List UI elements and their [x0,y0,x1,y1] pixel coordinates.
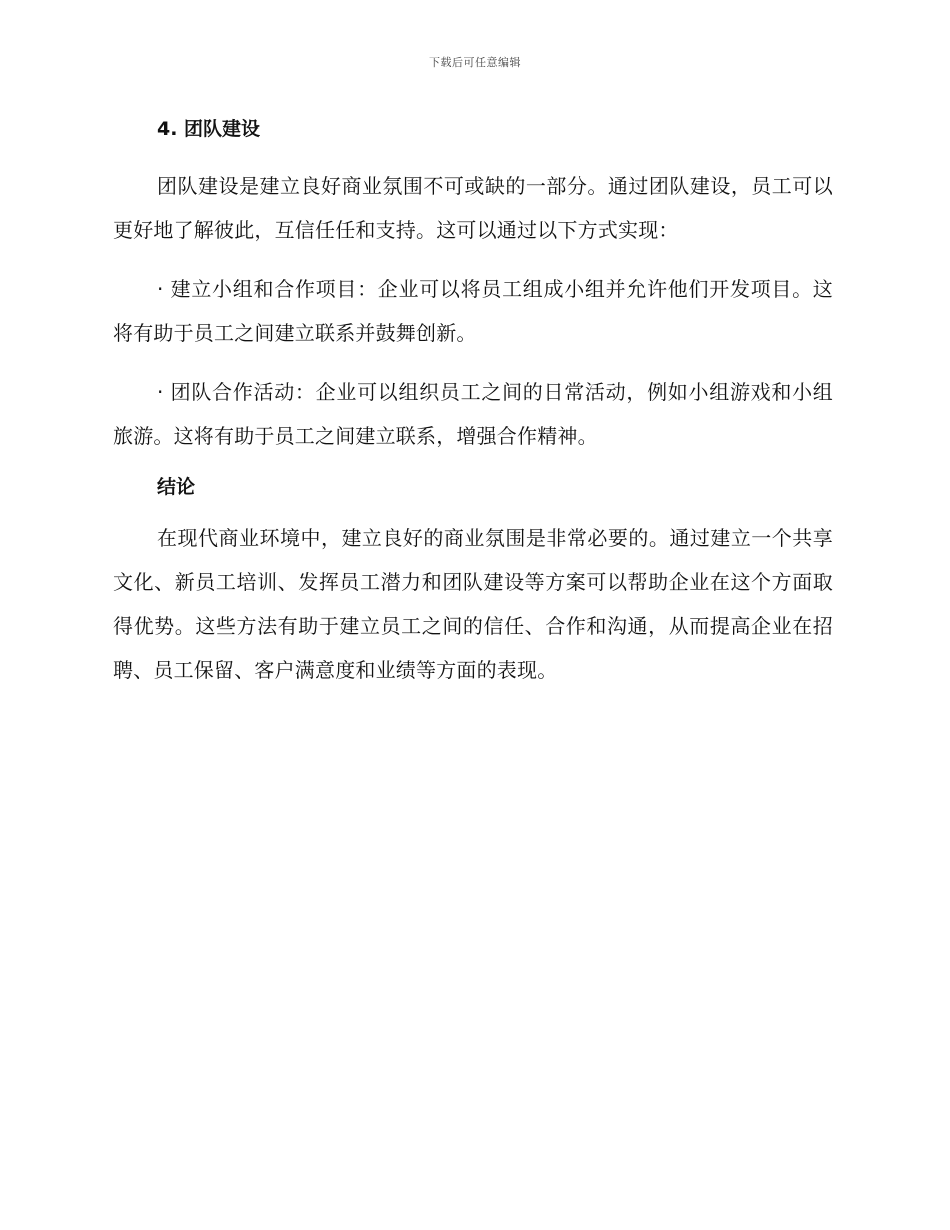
bullet-item-groups-projects: · 建立小组和合作项目：企业可以将员工组成小组并允许他们开发项目。这将有助于员工之间建立联系并鼓舞创新。 [113,277,833,345]
paragraph-conclusion: 在现代商业环境中，建立良好的商业氛围是非常必要的。通过建立一个共享文化、新员工培训、发挥员工潜力和团队建设等方案可以帮助企业在这个方面取得优势。这些方法有助于建立员工之间的信任、合作和沟通，从而提高企业在招聘、员工保留、客户满意度和业绩等方面的表现。 [113,526,833,682]
paragraph-team-building-intro: 团队建设是建立良好商业氛围不可或缺的一部分。通过团队建设，员工可以更好地了解彼此，互信任任和支持。这可以通过以下方式实现： [113,174,833,242]
section-heading-team-building: 4. 团队建设 [157,118,261,140]
bullet-item-team-activities: · 团队合作活动：企业可以组织员工之间的日常活动，例如小组游戏和小组旅游。这将有助于员工之间建立联系，增强合作精神。 [113,380,833,448]
document-body [113,112,833,692]
section-heading-conclusion: 结论 [157,476,196,498]
page-header-note: 下载后可任意编辑 [429,56,521,69]
